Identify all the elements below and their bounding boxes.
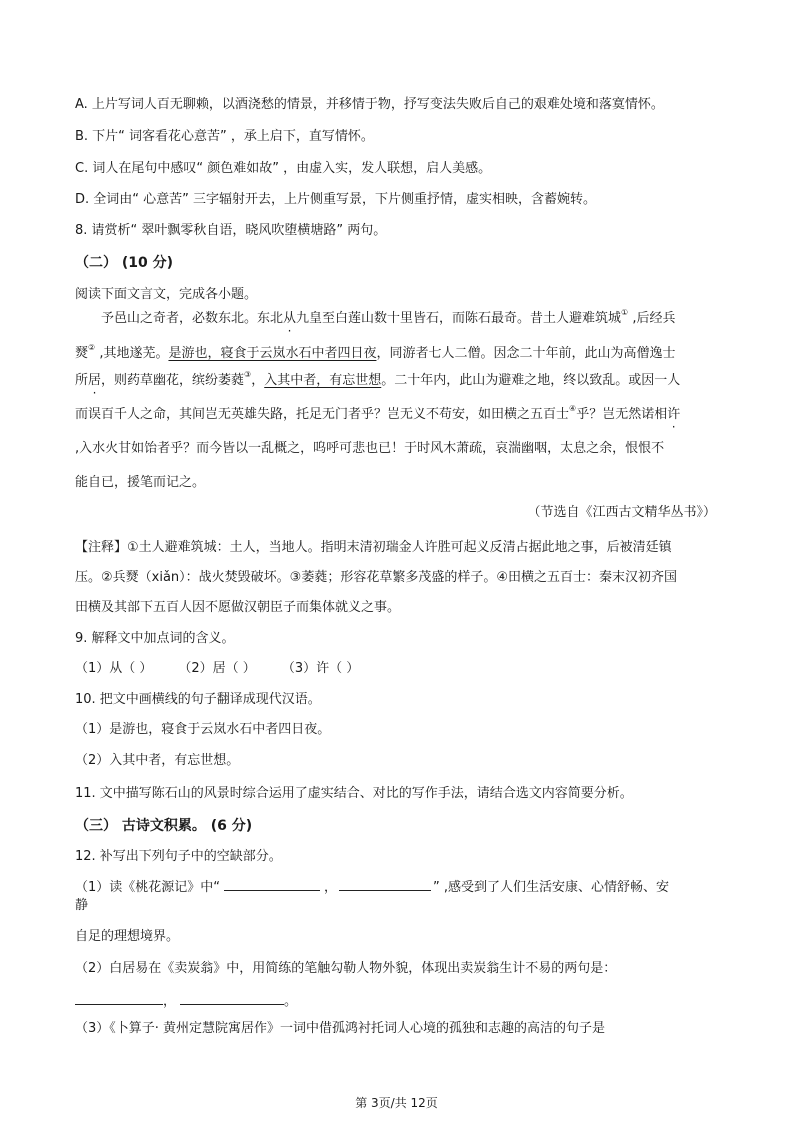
underlined-sentence-1: 是游也，寝食于云岚水石中者四日夜 [168,346,377,361]
q9-item-2: （2）居（ ） [178,661,256,676]
note-ref-3: ③ [244,370,252,379]
text-run: ” ,感受到了人们生活安康、心情舒畅、安 [433,880,670,895]
q9-item-1: （1）从（ ） [75,661,153,676]
text-run: ，同游者七人二僧。因念二十年前，此山为高僧逸士 [376,346,676,361]
q12-item-1-end: 自足的理想境界。 [75,929,180,944]
text-run: ， [163,994,177,1009]
text-run: 而误百千人之命，其间岂无英雄失路，托足无门者乎？岂无义不苟安，如田横之五百士 [75,407,570,422]
question-8: 8. 请赏析“ 翠叶飘零秋自语，晓风吹堕横塘路” 两句。 [75,223,387,238]
passage-line-6: 能自已，援笔而记之。 [75,475,206,490]
q9-item-3: （3）许（ ） [281,661,360,676]
q12-item-1 [75,878,669,897]
q12-item-3: （3）《卜算子· 黄州定慧院寓居作》一词中借孤鸿衬托词人心境的孤独和志趣的高洁的句子是 [75,1021,606,1036]
underlined-sentence-2: 入其中者，有忘世想 [264,373,382,388]
passage-line-5: ,入水火甘如饴者乎？而今皆以一乱概之，呜呼可悲也已！于时风木萧疏，哀湍幽咽，太息之余，恨恨不 [75,441,665,456]
notes-line-2: 压。②兵燹（xiǎn）：战火焚毁破坏。③萎蕤；形容花草繁多茂盛的样子。④田横之五百士：秦末汉初齐国 [75,570,677,585]
passage-line-2 [75,345,675,363]
q12-item-1-wrap: 静 [75,898,89,913]
passage-intro: 阅读下面文言文，完成各小题。 [75,287,258,302]
text-run: 所 [75,373,89,388]
text-run: 燹 [75,346,89,361]
q12-item-2: （2）白居易在《卖炭翁》中，用简练的笔触勾勒人物外貌，体现出卖炭翁生计不易的两句是： [75,961,617,976]
option-a: A. 上片写词人百无聊赖，以酒浇愁的情景，并移情于物，抒写变法失败后自己的艰难处境和落寞情怀。 [75,97,664,112]
q10-item-2: （2）入其中者，有忘世想。 [75,753,240,768]
text-run: ， [324,880,338,895]
option-c: C. 词人在尾句中感叹“ 颜色难如故” ，由虚入实，发人联想，启人美感。 [75,161,492,176]
notes-line-3: 田横及其部下五百人因不愿做汉朝臣子而集体就义之事。 [75,600,401,615]
question-9-items [75,660,359,678]
note-ref-4: ④ [569,404,577,413]
section-3-heading: （三） 古诗文积累。 (6 分) [75,818,253,834]
answer-blank[interactable] [339,878,431,891]
option-b: B. 下片“ 词客看花心意苦” ，承上启下，直写情怀。 [75,129,374,144]
text-run: 。 [284,994,298,1009]
dotted-word-xu: 许 [667,407,681,422]
text-run: 予邑山之奇者，必数东北。东北 [101,311,284,326]
passage-line-4 [75,406,680,424]
q10-item-1: （1）是游也，寝食于云岚水石中者四日夜。 [75,722,331,737]
question-10-title: 10. 把文中画横线的句子翻译成现代汉语。 [75,692,321,707]
section-2-heading: （二） (10 分) [75,255,174,271]
text-run: ,后经兵 [628,311,676,326]
page-footer: 第 3页/共 12页 [355,1096,438,1110]
text-run: ， [251,373,265,388]
answer-blank[interactable] [224,878,320,891]
dotted-word-cong: 从 [283,311,297,326]
passage-source: （节选自《江西古文精华丛书》） [527,505,716,520]
text-run: （1）读《桃花源记》中“ [75,880,221,895]
answer-blank[interactable] [75,992,163,1005]
text-run: ，则药草幽花，缤纷萎蕤 [101,373,245,388]
text-run: 乎？岂无然诺相 [576,407,668,422]
question-11: 11. 文中描写陈石山的风景时综合运用了虚实结合、对比的写作手法，请结合选文内容简要分析。 [75,786,633,801]
text-run: 九皇至白莲山数十里皆石，而陈石最奇。昔土人避难筑城 [296,311,622,326]
question-12-title: 12. 补写出下列句子中的空缺部分。 [75,849,282,864]
dotted-word-ju: 居 [88,373,102,388]
notes-line-1: 【注释】①土人避难筑城：土人，当地人。指明末清初瑞金人许胜可起义反清占据此地之事，后被清廷镇 [75,540,672,555]
q12-item-2-blanks [75,992,297,1011]
option-d: D. 全词由“ 心意苦” 三字辐射开去，上片侧重写景，下片侧重抒情，虚实相映，含蓄婉转。 [75,192,597,207]
question-9-title: 9. 解释文中加点词的含义。 [75,631,235,646]
passage-line-3 [75,372,680,390]
note-ref-1: ① [621,308,629,317]
note-ref-2: ② [88,343,96,352]
text-run: ,其地遂芜。 [95,346,169,361]
passage-line-1 [101,310,675,328]
answer-blank[interactable] [180,992,284,1005]
text-run: 。二十年内，此山为避难之地，终以致乱。或因一人 [381,373,681,388]
